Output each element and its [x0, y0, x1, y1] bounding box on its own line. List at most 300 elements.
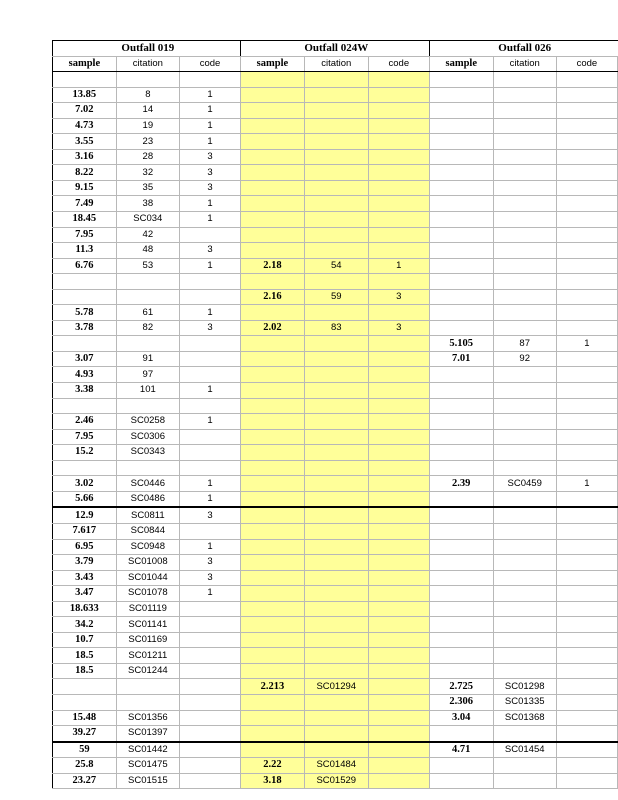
code-cell[interactable] — [556, 72, 617, 88]
citation-cell[interactable] — [304, 694, 368, 710]
citation-cell[interactable] — [493, 445, 556, 461]
code-cell[interactable] — [556, 305, 617, 321]
citation-cell[interactable] — [493, 305, 556, 321]
code-cell[interactable] — [368, 227, 429, 243]
sample-cell[interactable] — [241, 243, 305, 259]
citation-cell[interactable] — [493, 72, 556, 88]
code-cell[interactable] — [368, 694, 429, 710]
code-cell[interactable] — [368, 570, 429, 586]
sample-cell[interactable] — [241, 414, 305, 430]
sample-cell[interactable]: 13.85 — [53, 87, 117, 103]
sample-cell[interactable] — [429, 134, 493, 150]
sample-cell[interactable] — [241, 367, 305, 383]
code-cell[interactable]: 1 — [179, 586, 240, 602]
citation-cell[interactable]: SC0486 — [116, 491, 179, 507]
sample-cell[interactable] — [429, 165, 493, 181]
sample-cell[interactable] — [429, 289, 493, 305]
sample-cell[interactable] — [241, 429, 305, 445]
sample-cell[interactable] — [429, 507, 493, 523]
sample-cell[interactable] — [53, 72, 117, 88]
code-cell[interactable] — [179, 648, 240, 664]
citation-cell[interactable] — [304, 367, 368, 383]
code-cell[interactable]: 3 — [368, 289, 429, 305]
sample-cell[interactable]: 7.95 — [53, 429, 117, 445]
sample-cell[interactable]: 39.27 — [53, 726, 117, 742]
sample-cell[interactable] — [429, 429, 493, 445]
code-cell[interactable]: 1 — [179, 103, 240, 119]
sample-cell[interactable]: 18.5 — [53, 663, 117, 679]
citation-cell[interactable]: 38 — [116, 196, 179, 212]
code-cell[interactable]: 3 — [179, 555, 240, 571]
sample-cell[interactable] — [429, 491, 493, 507]
code-cell[interactable]: 3 — [179, 243, 240, 259]
citation-cell[interactable] — [304, 555, 368, 571]
code-cell[interactable] — [368, 212, 429, 228]
sample-cell[interactable]: 6.76 — [53, 258, 117, 274]
code-cell[interactable]: 3 — [179, 165, 240, 181]
citation-cell[interactable]: SC0948 — [116, 539, 179, 555]
sample-cell[interactable] — [429, 523, 493, 539]
citation-cell[interactable]: 97 — [116, 367, 179, 383]
sample-cell[interactable]: 2.213 — [241, 679, 305, 695]
citation-cell[interactable] — [304, 165, 368, 181]
code-cell[interactable] — [556, 212, 617, 228]
citation-cell[interactable] — [304, 586, 368, 602]
code-cell[interactable] — [556, 491, 617, 507]
sample-cell[interactable]: 3.47 — [53, 586, 117, 602]
code-cell[interactable] — [556, 679, 617, 695]
sample-cell[interactable] — [241, 305, 305, 321]
code-cell[interactable] — [368, 539, 429, 555]
code-cell[interactable] — [368, 165, 429, 181]
code-cell[interactable] — [556, 773, 617, 789]
citation-cell[interactable] — [493, 414, 556, 430]
sample-cell[interactable] — [241, 212, 305, 228]
sample-cell[interactable]: 2.16 — [241, 289, 305, 305]
sample-cell[interactable] — [429, 103, 493, 119]
code-cell[interactable] — [556, 180, 617, 196]
sample-cell[interactable]: 15.2 — [53, 445, 117, 461]
citation-cell[interactable] — [304, 632, 368, 648]
citation-cell[interactable] — [493, 523, 556, 539]
code-cell[interactable]: 1 — [179, 196, 240, 212]
citation-cell[interactable] — [304, 617, 368, 633]
sample-cell[interactable] — [429, 632, 493, 648]
citation-cell[interactable] — [304, 305, 368, 321]
column-header-sample[interactable]: sample — [53, 56, 117, 72]
sample-cell[interactable] — [241, 663, 305, 679]
citation-cell[interactable]: 87 — [493, 336, 556, 352]
citation-cell[interactable]: 92 — [493, 351, 556, 367]
code-cell[interactable] — [556, 586, 617, 602]
citation-cell[interactable] — [493, 383, 556, 399]
code-cell[interactable]: 1 — [179, 414, 240, 430]
code-cell[interactable] — [556, 555, 617, 571]
citation-cell[interactable]: SC01454 — [493, 742, 556, 758]
code-cell[interactable] — [556, 601, 617, 617]
citation-cell[interactable] — [304, 570, 368, 586]
sample-cell[interactable] — [429, 555, 493, 571]
sample-cell[interactable] — [241, 72, 305, 88]
citation-cell[interactable] — [116, 336, 179, 352]
citation-cell[interactable] — [493, 539, 556, 555]
sample-cell[interactable]: 2.725 — [429, 679, 493, 695]
sample-cell[interactable] — [429, 305, 493, 321]
code-cell[interactable] — [556, 460, 617, 476]
code-cell[interactable]: 1 — [556, 336, 617, 352]
sample-cell[interactable]: 4.71 — [429, 742, 493, 758]
sample-cell[interactable] — [241, 539, 305, 555]
sample-cell[interactable] — [241, 648, 305, 664]
citation-cell[interactable] — [304, 507, 368, 523]
sample-cell[interactable] — [241, 742, 305, 758]
citation-cell[interactable] — [493, 149, 556, 165]
sample-cell[interactable] — [241, 87, 305, 103]
code-cell[interactable] — [179, 523, 240, 539]
code-cell[interactable] — [556, 414, 617, 430]
code-cell[interactable] — [179, 274, 240, 290]
code-cell[interactable] — [556, 243, 617, 259]
code-cell[interactable] — [179, 336, 240, 352]
citation-cell[interactable] — [493, 663, 556, 679]
citation-cell[interactable]: SC01529 — [304, 773, 368, 789]
citation-cell[interactable]: 91 — [116, 351, 179, 367]
sample-cell[interactable] — [429, 758, 493, 774]
sample-cell[interactable] — [429, 445, 493, 461]
citation-cell[interactable]: 53 — [116, 258, 179, 274]
code-cell[interactable]: 1 — [179, 134, 240, 150]
sample-cell[interactable] — [241, 336, 305, 352]
code-cell[interactable] — [556, 274, 617, 290]
sample-cell[interactable]: 3.02 — [53, 476, 117, 492]
sample-cell[interactable] — [429, 72, 493, 88]
sample-cell[interactable] — [429, 570, 493, 586]
citation-cell[interactable] — [493, 398, 556, 414]
group-header-outfall-024w-label[interactable]: Outfall 024W — [304, 42, 369, 55]
citation-cell[interactable]: 54 — [304, 258, 368, 274]
citation-cell[interactable]: SC01442 — [116, 742, 179, 758]
citation-cell[interactable] — [493, 570, 556, 586]
code-cell[interactable] — [368, 414, 429, 430]
code-cell[interactable]: 3 — [179, 180, 240, 196]
citation-cell[interactable] — [493, 258, 556, 274]
code-cell[interactable] — [368, 367, 429, 383]
sample-cell[interactable]: 5.66 — [53, 491, 117, 507]
code-cell[interactable] — [179, 663, 240, 679]
citation-cell[interactable] — [493, 491, 556, 507]
code-cell[interactable] — [368, 555, 429, 571]
sample-cell[interactable]: 10.7 — [53, 632, 117, 648]
code-cell[interactable] — [368, 351, 429, 367]
column-header-code[interactable]: code — [556, 56, 617, 72]
sample-cell[interactable] — [429, 414, 493, 430]
sample-cell[interactable] — [241, 632, 305, 648]
citation-cell[interactable] — [116, 694, 179, 710]
citation-cell[interactable]: SC01078 — [116, 586, 179, 602]
sample-cell[interactable] — [241, 134, 305, 150]
citation-cell[interactable] — [116, 679, 179, 695]
code-cell[interactable] — [179, 742, 240, 758]
code-cell[interactable] — [179, 351, 240, 367]
sample-cell[interactable] — [429, 460, 493, 476]
citation-cell[interactable] — [304, 243, 368, 259]
citation-cell[interactable]: SC01335 — [493, 694, 556, 710]
citation-cell[interactable] — [304, 445, 368, 461]
code-cell[interactable] — [368, 274, 429, 290]
column-header-citation[interactable]: citation — [493, 56, 556, 72]
code-cell[interactable] — [179, 694, 240, 710]
citation-cell[interactable] — [493, 726, 556, 742]
sample-cell[interactable]: 8.22 — [53, 165, 117, 181]
code-cell[interactable]: 3 — [179, 570, 240, 586]
code-cell[interactable] — [368, 742, 429, 758]
code-cell[interactable] — [556, 539, 617, 555]
code-cell[interactable] — [368, 758, 429, 774]
code-cell[interactable] — [368, 118, 429, 134]
code-cell[interactable] — [179, 758, 240, 774]
citation-cell[interactable] — [116, 460, 179, 476]
citation-cell[interactable]: SC01211 — [116, 648, 179, 664]
citation-cell[interactable] — [493, 103, 556, 119]
code-cell[interactable] — [368, 773, 429, 789]
citation-cell[interactable] — [304, 118, 368, 134]
group-header-outfall-026-label[interactable]: Outfall 026 — [493, 41, 556, 57]
group-header-outfall-024w-end[interactable] — [368, 41, 429, 57]
code-cell[interactable] — [179, 710, 240, 726]
sample-cell[interactable] — [241, 570, 305, 586]
code-cell[interactable] — [556, 289, 617, 305]
citation-cell[interactable] — [304, 227, 368, 243]
citation-cell[interactable] — [304, 663, 368, 679]
sample-cell[interactable] — [241, 586, 305, 602]
citation-cell[interactable] — [304, 710, 368, 726]
sample-cell[interactable] — [241, 491, 305, 507]
citation-cell[interactable]: SC01141 — [116, 617, 179, 633]
sample-cell[interactable]: 9.15 — [53, 180, 117, 196]
sample-cell[interactable] — [241, 398, 305, 414]
code-cell[interactable] — [556, 648, 617, 664]
code-cell[interactable] — [556, 570, 617, 586]
citation-cell[interactable] — [304, 180, 368, 196]
citation-cell[interactable] — [116, 398, 179, 414]
code-cell[interactable] — [556, 445, 617, 461]
sample-cell[interactable] — [241, 460, 305, 476]
code-cell[interactable] — [368, 476, 429, 492]
citation-cell[interactable] — [304, 523, 368, 539]
sample-cell[interactable]: 12.9 — [53, 507, 117, 523]
code-cell[interactable] — [556, 165, 617, 181]
column-header-citation[interactable]: citation — [116, 56, 179, 72]
sample-cell[interactable] — [241, 555, 305, 571]
code-cell[interactable] — [179, 429, 240, 445]
citation-cell[interactable] — [493, 196, 556, 212]
citation-cell[interactable] — [493, 243, 556, 259]
code-cell[interactable] — [368, 586, 429, 602]
citation-cell[interactable]: SC01169 — [116, 632, 179, 648]
code-cell[interactable] — [368, 632, 429, 648]
code-cell[interactable] — [368, 445, 429, 461]
code-cell[interactable]: 1 — [556, 476, 617, 492]
citation-cell[interactable]: 59 — [304, 289, 368, 305]
code-cell[interactable] — [368, 305, 429, 321]
citation-cell[interactable] — [493, 429, 556, 445]
sample-cell[interactable] — [241, 445, 305, 461]
citation-cell[interactable]: 35 — [116, 180, 179, 196]
code-cell[interactable]: 1 — [179, 258, 240, 274]
citation-cell[interactable] — [493, 320, 556, 336]
citation-cell[interactable] — [493, 758, 556, 774]
group-header-outfall-019[interactable] — [53, 41, 117, 57]
citation-cell[interactable] — [304, 398, 368, 414]
sample-cell[interactable]: 18.45 — [53, 212, 117, 228]
citation-cell[interactable] — [493, 555, 556, 571]
column-header-sample[interactable]: sample — [241, 56, 305, 72]
sample-cell[interactable] — [241, 601, 305, 617]
citation-cell[interactable] — [493, 632, 556, 648]
code-cell[interactable] — [179, 367, 240, 383]
sample-cell[interactable]: 7.02 — [53, 103, 117, 119]
code-cell[interactable] — [368, 398, 429, 414]
code-cell[interactable] — [556, 258, 617, 274]
code-cell[interactable]: 1 — [368, 258, 429, 274]
sample-cell[interactable] — [241, 149, 305, 165]
sample-cell[interactable] — [53, 398, 117, 414]
code-cell[interactable] — [179, 617, 240, 633]
sample-cell[interactable] — [429, 87, 493, 103]
sample-cell[interactable]: 3.78 — [53, 320, 117, 336]
citation-cell[interactable]: SC0306 — [116, 429, 179, 445]
citation-cell[interactable]: 19 — [116, 118, 179, 134]
citation-cell[interactable]: SC0844 — [116, 523, 179, 539]
code-cell[interactable]: 3 — [368, 320, 429, 336]
code-cell[interactable] — [556, 429, 617, 445]
code-cell[interactable] — [556, 134, 617, 150]
citation-cell[interactable]: SC0446 — [116, 476, 179, 492]
citation-cell[interactable] — [304, 491, 368, 507]
code-cell[interactable] — [179, 632, 240, 648]
sample-cell[interactable] — [429, 539, 493, 555]
citation-cell[interactable] — [493, 617, 556, 633]
code-cell[interactable] — [556, 632, 617, 648]
code-cell[interactable]: 3 — [179, 507, 240, 523]
sample-cell[interactable]: 7.95 — [53, 227, 117, 243]
sample-cell[interactable]: 25.8 — [53, 758, 117, 774]
code-cell[interactable] — [368, 523, 429, 539]
sample-cell[interactable]: 23.27 — [53, 773, 117, 789]
sample-cell[interactable] — [429, 243, 493, 259]
citation-cell[interactable]: 32 — [116, 165, 179, 181]
group-header-outfall-026-end[interactable] — [556, 41, 617, 57]
code-cell[interactable] — [368, 491, 429, 507]
code-cell[interactable]: 1 — [179, 476, 240, 492]
sample-cell[interactable] — [429, 383, 493, 399]
code-cell[interactable] — [179, 398, 240, 414]
citation-cell[interactable]: SC01475 — [116, 758, 179, 774]
citation-cell[interactable] — [304, 383, 368, 399]
citation-cell[interactable]: 8 — [116, 87, 179, 103]
citation-cell[interactable]: SC01356 — [116, 710, 179, 726]
code-cell[interactable] — [179, 72, 240, 88]
code-cell[interactable] — [556, 367, 617, 383]
group-header-outfall-019-end[interactable] — [179, 41, 240, 57]
sample-cell[interactable] — [53, 336, 117, 352]
code-cell[interactable] — [556, 726, 617, 742]
group-header-outfall-026[interactable] — [429, 41, 493, 57]
sample-cell[interactable] — [241, 118, 305, 134]
citation-cell[interactable]: SC0459 — [493, 476, 556, 492]
citation-cell[interactable]: SC0811 — [116, 507, 179, 523]
sample-cell[interactable] — [53, 289, 117, 305]
sample-cell[interactable]: 18.5 — [53, 648, 117, 664]
sample-cell[interactable]: 6.95 — [53, 539, 117, 555]
code-cell[interactable] — [556, 227, 617, 243]
code-cell[interactable] — [368, 663, 429, 679]
code-cell[interactable] — [556, 507, 617, 523]
sample-cell[interactable]: 11.3 — [53, 243, 117, 259]
citation-cell[interactable] — [304, 336, 368, 352]
sample-cell[interactable] — [429, 258, 493, 274]
citation-cell[interactable]: SC01484 — [304, 758, 368, 774]
sample-cell[interactable] — [241, 196, 305, 212]
code-cell[interactable] — [368, 196, 429, 212]
code-cell[interactable] — [179, 460, 240, 476]
column-header-code[interactable]: code — [368, 56, 429, 72]
sample-cell[interactable] — [241, 507, 305, 523]
code-cell[interactable] — [368, 87, 429, 103]
sample-cell[interactable]: 7.49 — [53, 196, 117, 212]
sample-cell[interactable]: 2.02 — [241, 320, 305, 336]
sample-cell[interactable] — [241, 274, 305, 290]
sample-cell[interactable] — [241, 523, 305, 539]
code-cell[interactable] — [179, 726, 240, 742]
group-header-outfall-019-label[interactable]: Outfall 019 — [116, 41, 179, 57]
code-cell[interactable] — [368, 710, 429, 726]
citation-cell[interactable]: SC01119 — [116, 601, 179, 617]
code-cell[interactable] — [179, 227, 240, 243]
citation-cell[interactable] — [304, 134, 368, 150]
sample-cell[interactable]: 4.93 — [53, 367, 117, 383]
code-cell[interactable] — [556, 196, 617, 212]
sample-cell[interactable] — [429, 196, 493, 212]
citation-cell[interactable] — [304, 648, 368, 664]
citation-cell[interactable] — [304, 742, 368, 758]
citation-cell[interactable] — [493, 87, 556, 103]
citation-cell[interactable]: SC01515 — [116, 773, 179, 789]
code-cell[interactable] — [556, 694, 617, 710]
citation-cell[interactable] — [304, 103, 368, 119]
code-cell[interactable] — [368, 336, 429, 352]
citation-cell[interactable] — [304, 196, 368, 212]
sample-cell[interactable]: 3.79 — [53, 555, 117, 571]
code-cell[interactable] — [368, 149, 429, 165]
code-cell[interactable] — [556, 398, 617, 414]
citation-cell[interactable] — [493, 289, 556, 305]
sample-cell[interactable]: 3.07 — [53, 351, 117, 367]
sample-cell[interactable]: 3.43 — [53, 570, 117, 586]
code-cell[interactable] — [368, 180, 429, 196]
sample-cell[interactable] — [241, 351, 305, 367]
sample-cell[interactable] — [429, 663, 493, 679]
code-cell[interactable]: 1 — [179, 491, 240, 507]
citation-cell[interactable]: SC01298 — [493, 679, 556, 695]
citation-cell[interactable] — [304, 149, 368, 165]
citation-cell[interactable] — [493, 274, 556, 290]
code-cell[interactable] — [368, 648, 429, 664]
sample-cell[interactable]: 3.55 — [53, 134, 117, 150]
sample-cell[interactable] — [429, 320, 493, 336]
code-cell[interactable] — [556, 663, 617, 679]
citation-cell[interactable]: SC034 — [116, 212, 179, 228]
